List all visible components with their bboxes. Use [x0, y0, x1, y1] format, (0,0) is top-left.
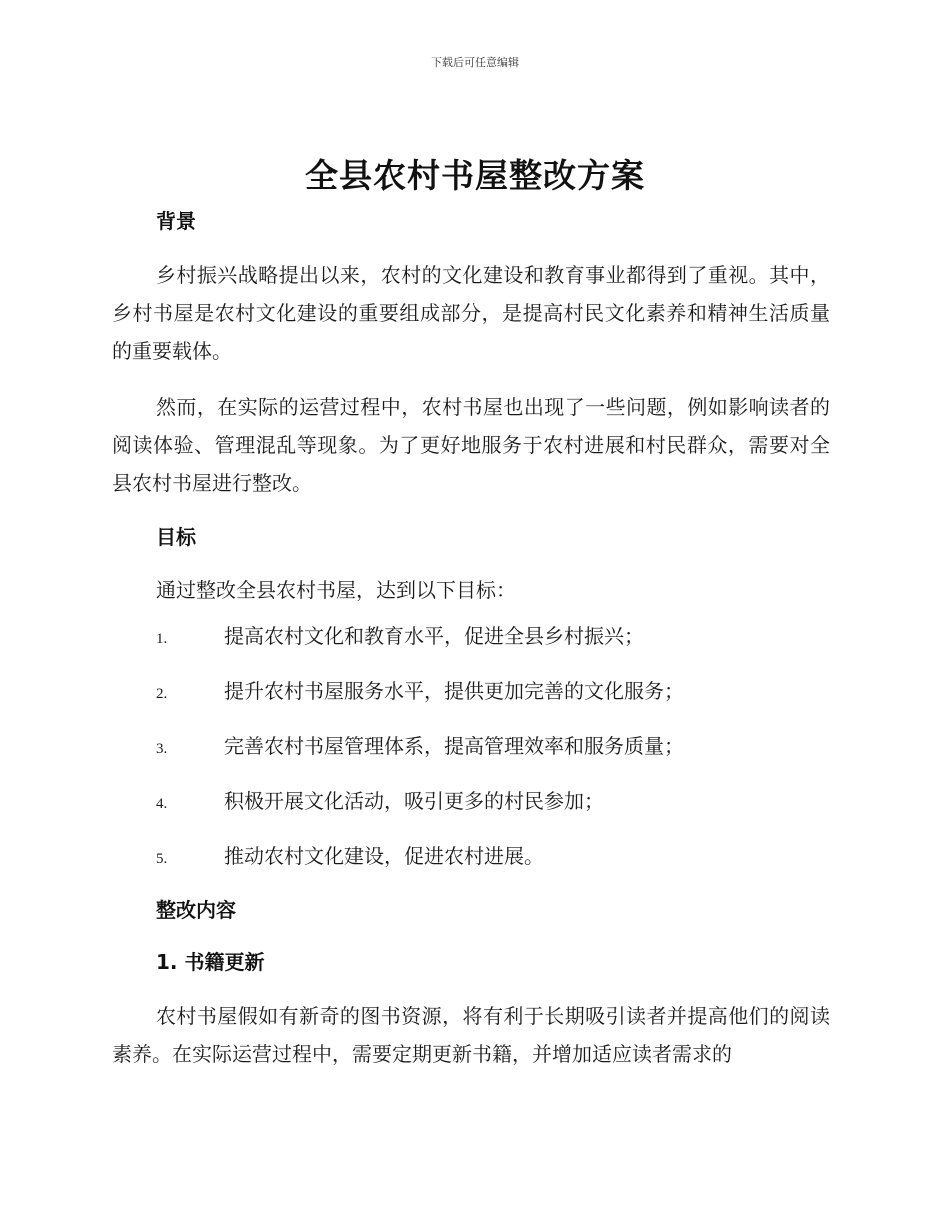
list-number: 3. — [156, 741, 168, 757]
section-heading-goals: 目标 — [156, 525, 196, 549]
goals-intro: 通过整改全县农村书屋，达到以下目标： — [156, 578, 516, 602]
section-heading-content: 整改内容 — [156, 898, 236, 922]
list-text: 积极开展文化活动，吸引更多的村民参加； — [224, 789, 604, 813]
list-number: 4. — [156, 796, 168, 812]
list-text: 完善农村书屋管理体系，提高管理效率和服务质量； — [224, 734, 684, 758]
list-number: 5. — [156, 851, 168, 867]
list-number: 1. — [156, 631, 168, 647]
list-item — [112, 618, 830, 673]
list-text: 提升农村书屋服务水平，提供更加完善的文化服务； — [224, 679, 684, 703]
document-body — [112, 204, 830, 1073]
header-note: 下载后可任意编辑 — [431, 56, 519, 69]
paragraph: 乡村振兴战略提出以来，农村的文化建设和教育事业都得到了重视。其中，乡村书屋是农村文化建设的重要组成部分，是提高村民文化素养和精神生活质量的重要载体。 — [112, 263, 830, 363]
document-title: 全县农村书屋整改方案 — [305, 156, 645, 195]
list-item — [112, 838, 830, 893]
section-heading-background: 背景 — [156, 209, 196, 233]
list-number: 2. — [156, 686, 168, 702]
paragraph: 然而，在实际的运营过程中，农村书屋也出现了一些问题，例如影响读者的阅读体验、管理混乱等现象。为了更好地服务于农村进展和村民群众，需要对全县农村书屋进行整改。 — [112, 395, 830, 495]
list-text: 提高农村文化和教育水平，促进全县乡村振兴； — [224, 624, 644, 648]
sub-heading-book-update: 1. 书籍更新 — [156, 950, 265, 974]
list-item — [112, 673, 830, 728]
list-item — [112, 728, 830, 783]
goals-list — [112, 618, 830, 893]
paragraph: 农村书屋假如有新奇的图书资源，将有利于长期吸引读者并提高他们的阅读素养。在实际运营过程中，需要定期更新书籍，并增加适应读者需求的 — [112, 1004, 830, 1066]
list-text: 推动农村文化建设，促进农村进展。 — [224, 844, 544, 868]
list-item — [112, 783, 830, 838]
